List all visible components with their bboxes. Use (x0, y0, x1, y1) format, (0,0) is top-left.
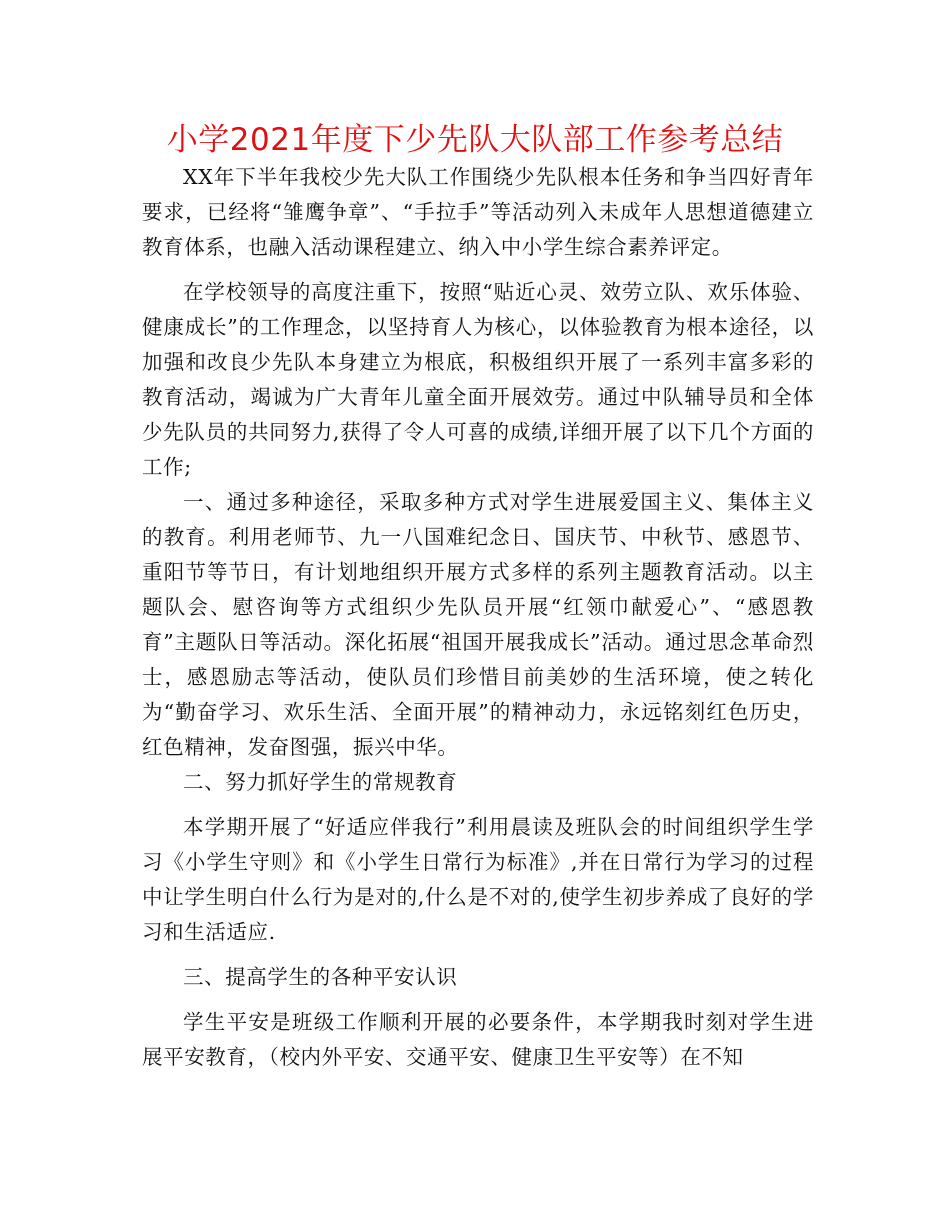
paragraph-routine-education: 本学期开展了“好适应伴我行”利用晨读及班队会的时间组织学生学习《小学生守则》和《小学生日常行为标准》,并在日常行为学习的过程中让学生明白什么行为是对的,什么是不对的,使学生初步养成了良好的学习和生活适应. (142, 815, 814, 944)
paragraph-intro: XX年下半年我校少先大队工作围绕少先队根本任务和争当四好青年要求，已经将“雏鹰争章”、“手拉手”等活动列入未成年人思想道德建立教育体系，也融入活动课程建立、纳入中小学生综合素养评定。 (142, 165, 814, 259)
paragraph-safety-awareness: 学生平安是班级工作顺利开展的必要条件，本学期我时刻对学生进展平安教育，（校内外平安、交通平安、健康卫生平安等）在不知 (142, 1010, 814, 1069)
document-body (142, 160, 814, 1075)
paragraph-principles: 在学校领导的高度注重下，按照“贴近心灵、效劳立队、欢乐体验、健康成长”的工作理念，以坚持育人为核心，以体验教育为根本途径，以加强和改良少先队本身建立为根底，积极组织开展了一系列丰富多彩的教育活动，竭诚为广大青年儿童全面开展效劳。通过中队辅导员和全体少先队员的共同努力,获得了令人可喜的成绩,详细开展了以下几个方面的工作; (142, 280, 814, 479)
document-title: 小学2021年度下少先队大队部工作参考总结 (166, 122, 784, 158)
heading-routine-education: 二、努力抓好学生的常规教育 (183, 770, 458, 794)
paragraph-patriotic-education: 一、通过多种途径，采取多种方式对学生进展爱国主义、集体主义的教育。利用老师节、九一八国难纪念日、国庆节、中秋节、感恩节、重阳节等节日，有计划地组织开展方式多样的系列主题教育活动。以主题队会、慰咨询等方式组织少先队员开展“红领巾献爱心”、“感恩教育”主题队日等活动。深化拓展“祖国开展我成长”活动。通过思念革命烈士，感恩励志等活动，使队员们珍惜目前美妙的生活环境，使之转化为“勤奋学习、欢乐生活、全面开展”的精神动力，永远铭刻红色历史，红色精神，发奋图强，振兴中华。 (142, 490, 814, 759)
heading-safety-awareness: 三、提高学生的各种平安认识 (183, 965, 458, 989)
